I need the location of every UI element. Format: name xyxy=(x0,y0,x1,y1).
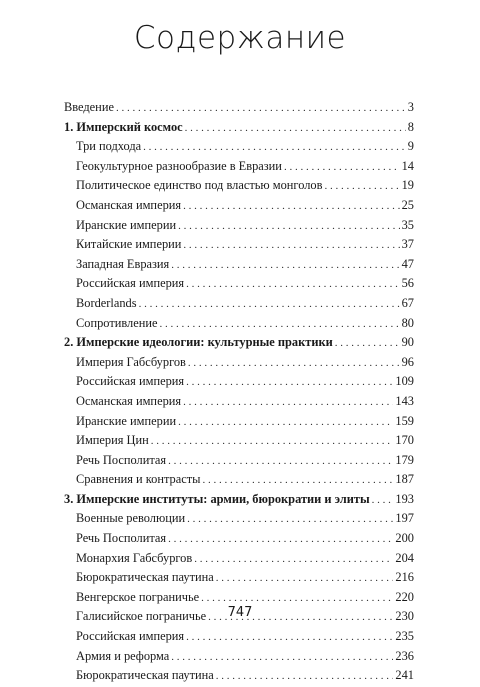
toc-entry[interactable] xyxy=(64,176,414,196)
toc-entry-title: Венгерское пограничье xyxy=(76,589,200,604)
toc-entry-page: 220 xyxy=(395,589,414,604)
toc-entry-page: 8 xyxy=(407,119,414,134)
dot-leader xyxy=(183,393,393,413)
toc-entry-page: 80 xyxy=(401,315,414,330)
toc-entry-page: 236 xyxy=(395,648,414,663)
dot-leader xyxy=(183,197,400,217)
toc-entry-page: 197 xyxy=(395,511,414,526)
page-number: 747 xyxy=(227,605,253,620)
toc-entry[interactable] xyxy=(64,274,414,294)
dot-leader xyxy=(324,177,399,197)
toc-entry[interactable] xyxy=(64,431,414,451)
toc-entry[interactable] xyxy=(64,216,414,236)
toc-entry[interactable] xyxy=(64,98,414,118)
toc-entry[interactable] xyxy=(64,314,414,334)
toc-entry[interactable] xyxy=(64,157,414,177)
toc-entry-title: Иранские империи xyxy=(76,413,177,428)
toc-entry[interactable] xyxy=(64,333,414,353)
toc-entry-title: Бюрократическая паутина xyxy=(76,570,214,585)
toc-entry-title: Империя Габсбургов xyxy=(76,354,186,369)
toc-entry[interactable] xyxy=(64,490,414,510)
toc-entry-title: Иранские империи xyxy=(76,217,177,232)
dot-leader xyxy=(178,217,400,237)
dot-leader xyxy=(139,295,400,315)
toc-entry-page: 19 xyxy=(401,178,414,193)
toc-entry-title: Монархия Габсбургов xyxy=(76,550,193,565)
page-title: Содержание xyxy=(133,20,347,56)
toc-entry-page: 25 xyxy=(401,197,414,212)
dot-leader xyxy=(171,648,393,668)
toc-entry-title: Российская империя xyxy=(76,276,185,291)
toc-entry-title: Галисийское пограничье xyxy=(76,609,207,624)
toc-entry-title: 3. Имперские институты: армии, бюрократии и элиты xyxy=(64,491,370,506)
toc-entry[interactable] xyxy=(64,353,414,373)
toc-entry-title: Речь Посполитая xyxy=(76,452,167,467)
dot-leader xyxy=(183,236,399,256)
toc-entry-page: 35 xyxy=(401,217,414,232)
toc-entry-page: 216 xyxy=(395,570,414,585)
toc-entry-title: Западная Евразия xyxy=(76,256,170,271)
toc-entry-page: 193 xyxy=(395,491,414,506)
toc-entry[interactable] xyxy=(64,137,414,157)
toc-entry-title: Военные революции xyxy=(76,511,186,526)
dot-leader xyxy=(187,510,393,530)
dot-leader xyxy=(216,667,394,687)
toc-entry[interactable] xyxy=(64,549,414,569)
toc-entry-page: 14 xyxy=(401,158,414,173)
dot-leader xyxy=(372,491,394,511)
toc-entry-title: Армия и реформа xyxy=(76,648,170,663)
toc-entry-title: Введение xyxy=(64,100,114,114)
toc-entry-page: 67 xyxy=(401,295,414,310)
dot-leader xyxy=(186,373,393,393)
dot-leader xyxy=(186,275,400,295)
toc-entry-title: Borderlands xyxy=(76,295,137,310)
dot-leader xyxy=(116,99,406,119)
toc-entry-title: Речь Посполитая xyxy=(76,531,167,546)
dot-leader xyxy=(160,315,400,335)
toc-entry-page: 235 xyxy=(395,629,414,644)
dot-leader xyxy=(216,569,394,589)
toc-entry-title: Османская империя xyxy=(76,393,182,408)
toc-entry-page: 159 xyxy=(395,413,414,428)
toc-entry-title: Российская империя xyxy=(76,629,185,644)
dot-leader xyxy=(143,138,406,158)
toc-entry-page: 56 xyxy=(401,276,414,291)
toc-entry-title: Политическое единство под властью монголов xyxy=(76,178,323,193)
dot-leader xyxy=(335,334,400,354)
dot-leader xyxy=(202,471,393,491)
toc-entry[interactable] xyxy=(64,372,414,392)
dot-leader xyxy=(171,256,399,276)
toc-entry-page: 204 xyxy=(395,550,414,565)
toc-entry-page: 200 xyxy=(395,531,414,546)
toc-entry-page: 96 xyxy=(401,354,414,369)
toc-entry-page: 187 xyxy=(395,472,414,487)
toc-entry-page: 47 xyxy=(401,256,414,271)
toc-entry-page: 37 xyxy=(401,237,414,252)
toc-entry-page: 3 xyxy=(407,100,414,114)
toc-entry[interactable] xyxy=(64,470,414,490)
dot-leader xyxy=(178,413,393,433)
dot-leader xyxy=(168,530,393,550)
toc-entry-page: 170 xyxy=(395,433,414,448)
toc-entry[interactable] xyxy=(64,235,414,255)
toc-entry[interactable] xyxy=(64,412,414,432)
toc-entry-page: 241 xyxy=(395,668,414,683)
toc-entry-title: Три подхода xyxy=(76,139,142,154)
toc-entry-title: Империя Цин xyxy=(76,433,149,448)
toc-entry-title: Китайские империи xyxy=(76,237,182,252)
toc-entry[interactable] xyxy=(64,451,414,471)
toc-entry[interactable] xyxy=(64,529,414,549)
toc-entry-page: 179 xyxy=(395,452,414,467)
toc-entry-page: 9 xyxy=(407,139,414,154)
dot-leader xyxy=(151,432,394,452)
toc-entry[interactable] xyxy=(64,666,414,686)
toc-entry-title: Османская империя xyxy=(76,197,182,212)
toc-entry-page: 90 xyxy=(401,335,414,350)
toc-entry-page: 230 xyxy=(395,609,414,624)
toc-entry[interactable] xyxy=(64,568,414,588)
toc-entry-title: Бюрократическая паутина xyxy=(76,668,214,683)
toc-entry-title: Сравнения и контрасты xyxy=(76,472,201,487)
toc-entry-title: 1. Имперский космос xyxy=(64,119,183,134)
toc-entry-title: Геокультурное разнообразие в Евразии xyxy=(76,158,282,173)
dot-leader xyxy=(188,354,400,374)
dot-leader xyxy=(186,628,393,648)
toc-entry[interactable] xyxy=(64,118,414,138)
toc-entry-page: 109 xyxy=(395,374,414,389)
toc-entry-title: Сопротивление xyxy=(76,315,158,330)
toc-entry[interactable] xyxy=(64,255,414,275)
toc-entry-title: 2. Имперские идеологии: культурные практики xyxy=(64,335,333,350)
toc-entry[interactable] xyxy=(64,392,414,412)
toc-entry[interactable] xyxy=(64,196,414,216)
toc-entry-page: 143 xyxy=(395,393,414,408)
dot-leader xyxy=(185,119,406,139)
toc-entry[interactable] xyxy=(64,509,414,529)
dot-leader xyxy=(194,550,393,570)
dot-leader xyxy=(168,452,393,472)
toc-entry[interactable] xyxy=(64,294,414,314)
toc-entry[interactable] xyxy=(64,627,414,647)
table-of-contents xyxy=(64,98,414,686)
dot-leader xyxy=(284,158,400,178)
toc-entry-title: Российская империя xyxy=(76,374,185,389)
